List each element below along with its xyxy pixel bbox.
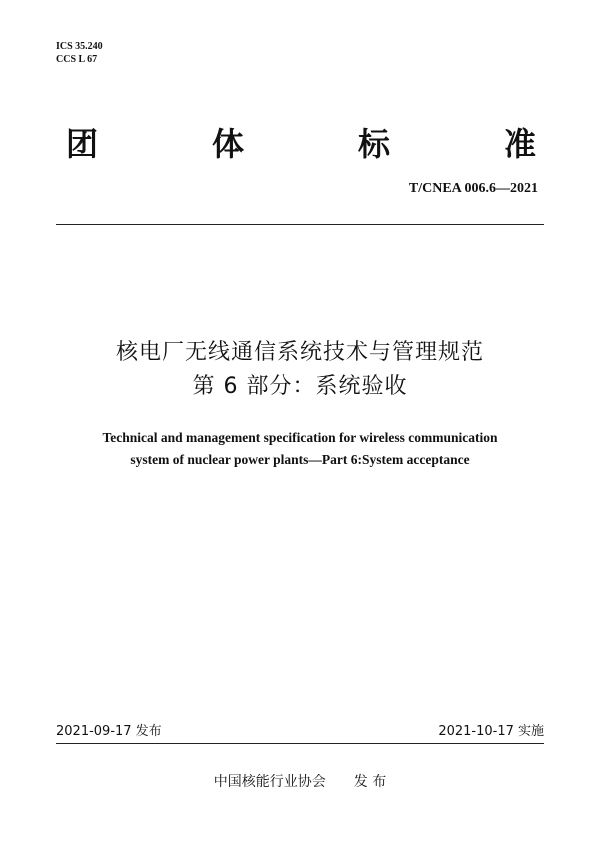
classification-codes	[56, 40, 103, 66]
ccs-code: CCS L 67	[56, 54, 98, 65]
standard-type-char: 团	[66, 125, 99, 163]
standard-type-char: 标	[357, 125, 390, 163]
english-title-line1: Technical and management specification for wireless communication	[102, 430, 498, 445]
english-title	[0, 427, 600, 471]
publisher-action: 发 布	[353, 774, 387, 790]
implementation-date: 2021-10-17 实施	[438, 724, 544, 739]
chinese-title-line1: 核电厂无线通信系统技术与管理规范	[115, 340, 484, 365]
publisher-line	[0, 772, 600, 792]
top-divider	[56, 224, 544, 225]
bottom-divider	[56, 743, 544, 744]
chinese-title	[0, 336, 600, 404]
issue-date: 2021-09-17 发布	[56, 724, 162, 739]
standard-type-char: 体	[211, 125, 244, 163]
standard-number: T/CNEA 006.6—2021	[408, 181, 538, 196]
publisher-name: 中国核能行业协会	[213, 774, 326, 790]
english-title-line2: system of nuclear power plants—Part 6:System acceptance	[130, 452, 470, 467]
chinese-title-line2: 第 6 部分：系统验收	[192, 374, 408, 399]
standard-type-char: 准	[503, 125, 536, 163]
ics-code: ICS 35.240	[56, 41, 103, 52]
standard-type-heading	[66, 124, 536, 164]
